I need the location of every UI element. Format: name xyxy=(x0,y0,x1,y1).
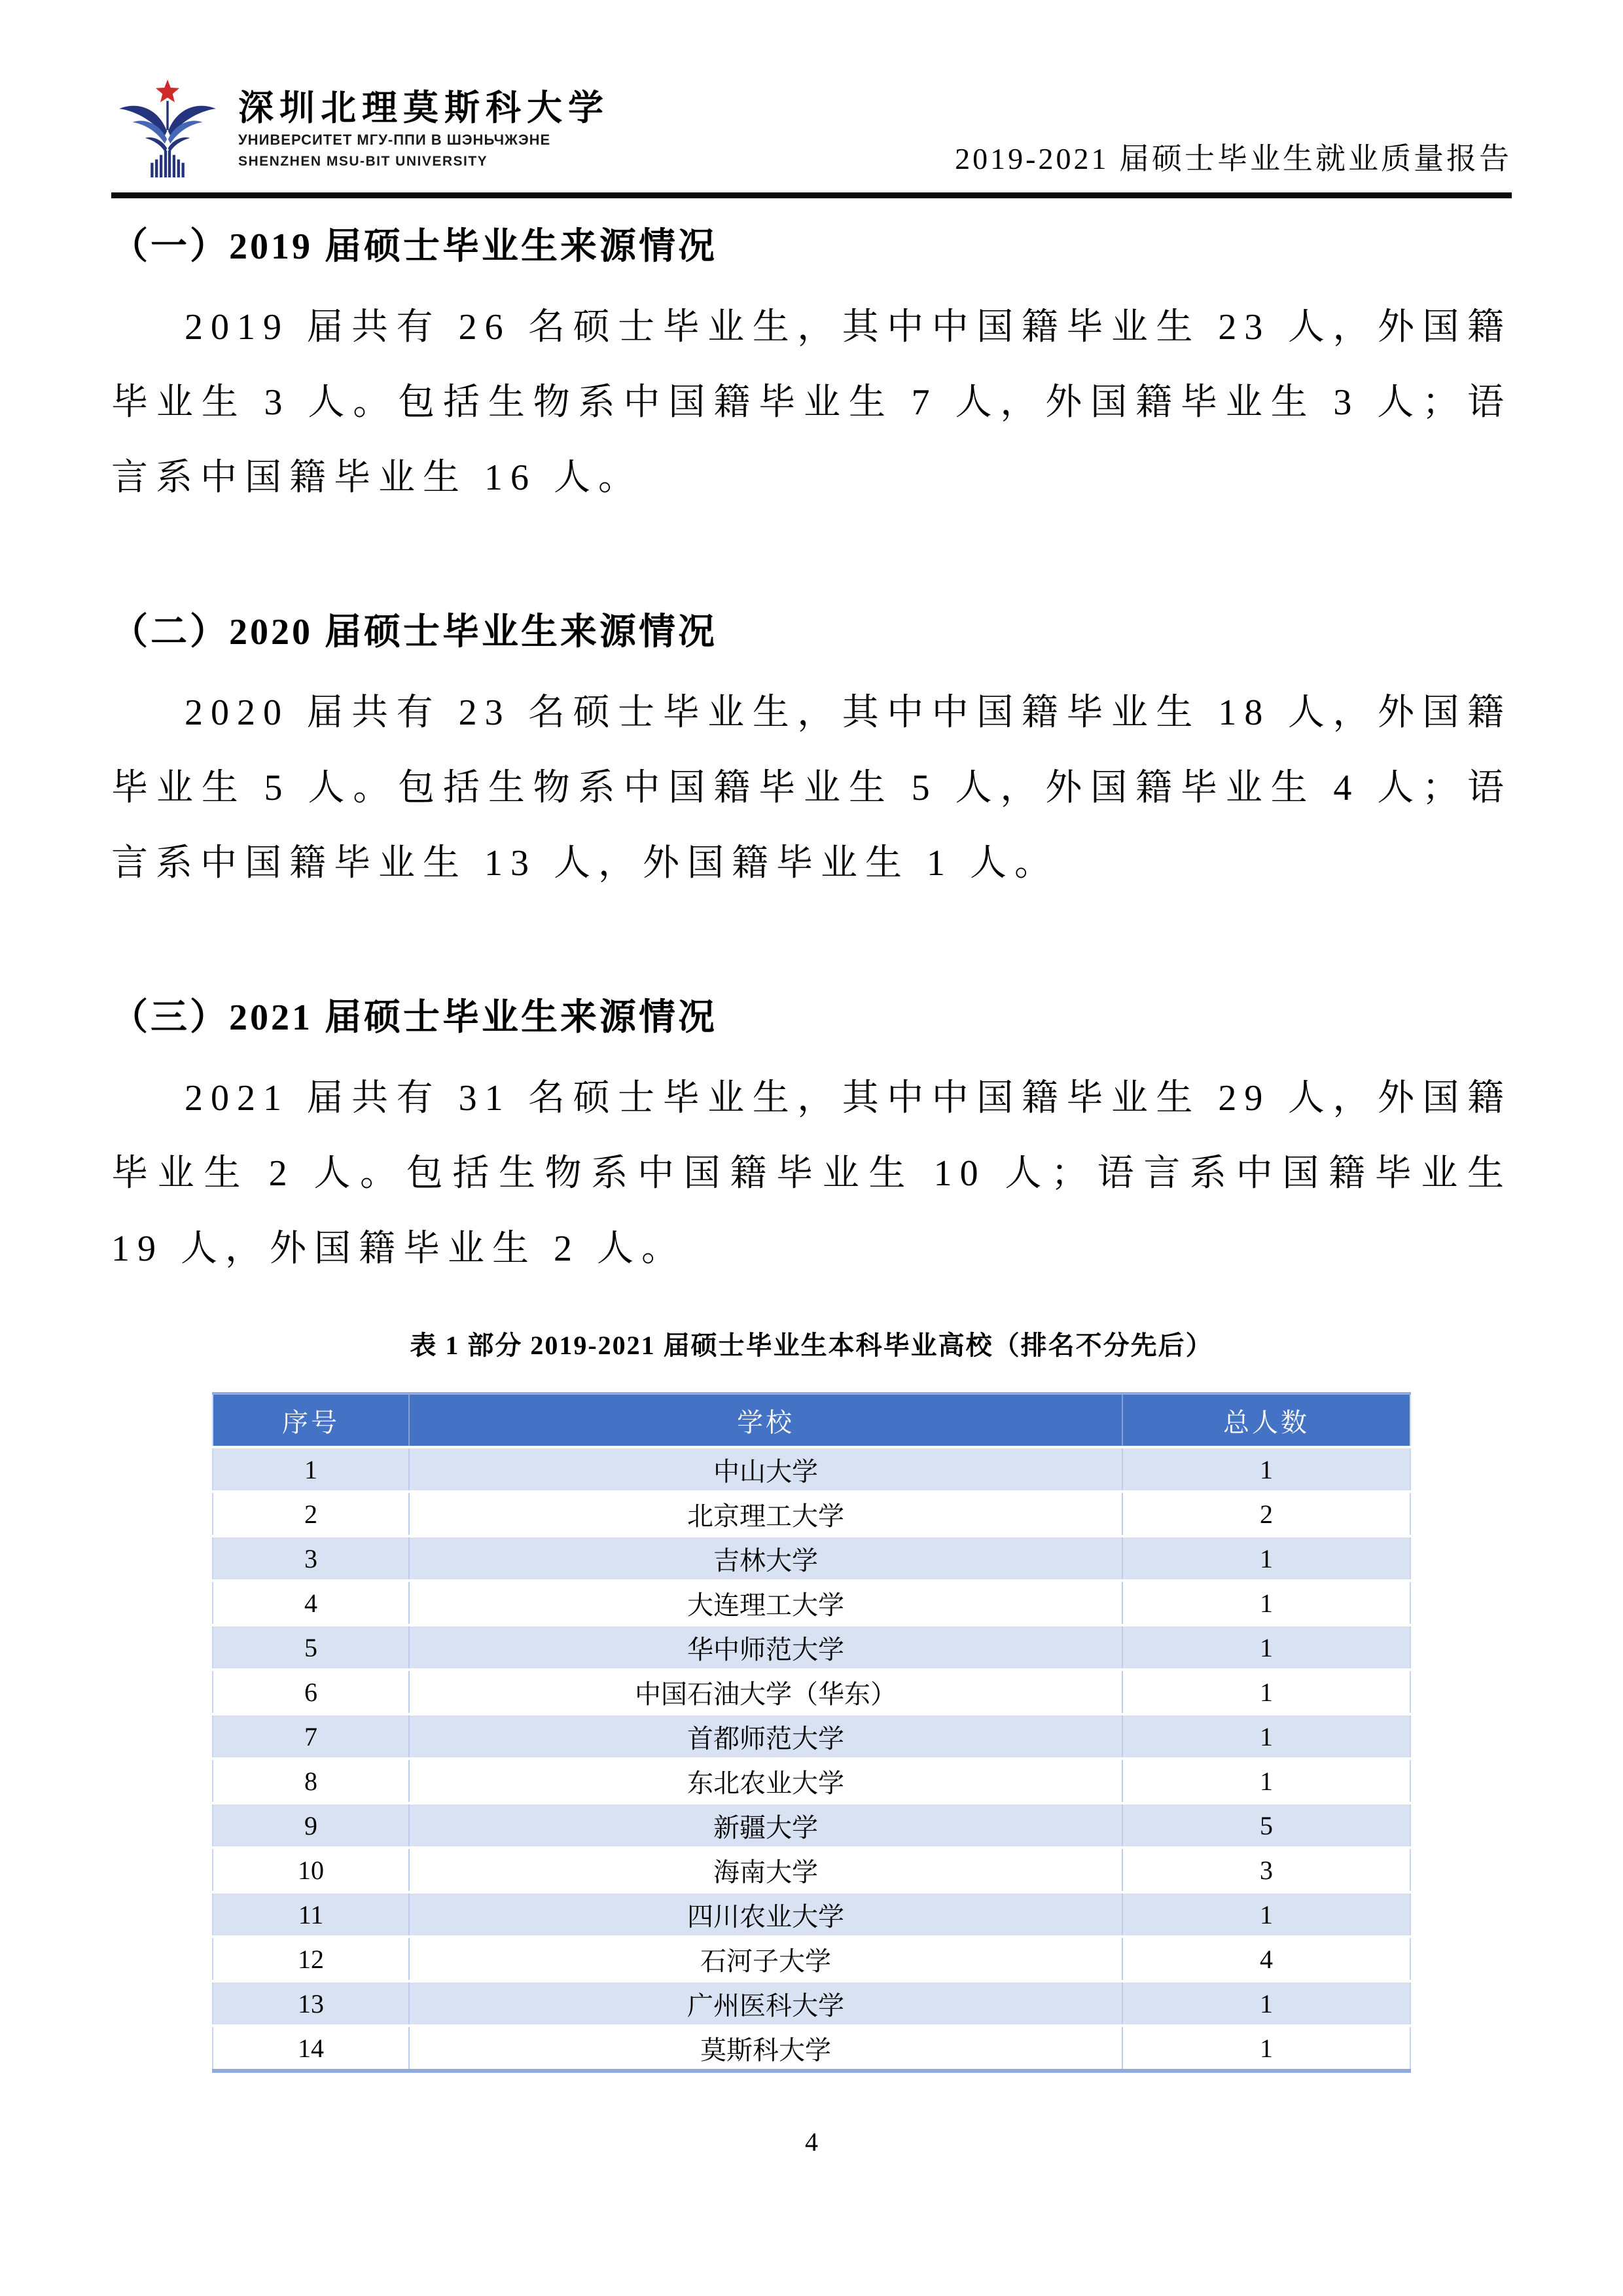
section-paragraph: 2019 届共有 26 名硕士毕业生，其中中国籍毕业生 23 人，外国籍毕业生 3 人。包括生物系中国籍毕业生 7 人，外国籍毕业生 3 人；语言系中国籍毕业生 16 人。 xyxy=(111,307,1512,498)
cell-total: 1 xyxy=(1122,1625,1410,1670)
section-heading: （三）2021 届硕士毕业生来源情况 xyxy=(111,997,717,1038)
table-row xyxy=(213,1447,1410,1492)
university-name-en: SHENZHEN MSU-BIT UNIVERSITY xyxy=(238,154,488,170)
table-row xyxy=(213,1581,1410,1625)
cell-index: 3 xyxy=(213,1536,409,1581)
cell-school: 石河子大学 xyxy=(409,1937,1122,1981)
page-footer xyxy=(0,2126,1623,2157)
cell-index: 10 xyxy=(213,1848,409,1892)
cell-index: 9 xyxy=(213,1803,409,1848)
table-caption: 表 1 部分 2019-2021 届硕士毕业生本科毕业高校（排名不分先后） xyxy=(410,1331,1213,1360)
section-paragraph: 2020 届共有 23 名硕士毕业生，其中中国籍毕业生 18 人，外国籍毕业生 5 人。包括生物系中国籍毕业生 5 人，外国籍毕业生 4 人；语言系中国籍毕业生 13 人，外国籍毕业生 1 人。 xyxy=(111,692,1512,884)
cell-index: 4 xyxy=(213,1581,409,1625)
document-body xyxy=(111,221,1512,2073)
graduates-universities-table xyxy=(212,1392,1411,2073)
cell-index: 14 xyxy=(213,2026,409,2071)
cell-total: 1 xyxy=(1122,1581,1410,1625)
cell-school: 首都师范大学 xyxy=(409,1714,1122,1759)
cell-school: 东北农业大学 xyxy=(409,1759,1122,1803)
page-number: 4 xyxy=(805,2127,818,2157)
cell-school: 海南大学 xyxy=(409,1848,1122,1892)
table-rows xyxy=(213,1447,1410,2071)
table-header xyxy=(213,1393,1410,1447)
section-heading: （二）2020 届硕士毕业生来源情况 xyxy=(111,612,717,653)
table-row xyxy=(213,1714,1410,1759)
report-title: 2019-2021 届硕士毕业生就业质量报告 xyxy=(955,142,1512,175)
cell-index: 5 xyxy=(213,1625,409,1670)
column-header-school: 学校 xyxy=(409,1393,1122,1447)
cell-school: 吉林大学 xyxy=(409,1536,1122,1581)
cell-index: 13 xyxy=(213,1981,409,2026)
section-2020-graduates xyxy=(111,606,1512,901)
cell-total: 1 xyxy=(1122,1892,1410,1937)
table-row xyxy=(213,1670,1410,1714)
page-header xyxy=(111,0,1512,198)
table-row xyxy=(213,1848,1410,1892)
cell-school: 新疆大学 xyxy=(409,1803,1122,1848)
table-header-row xyxy=(213,1393,1410,1447)
cell-school: 华中师范大学 xyxy=(409,1625,1122,1670)
cell-total: 1 xyxy=(1122,1447,1410,1492)
university-name-ru: УНИВЕРСИТЕТ МГУ-ППИ В ШЭНЬЧЖЭНЕ xyxy=(238,132,551,149)
university-emblem-icon xyxy=(111,77,224,190)
cell-school: 莫斯科大学 xyxy=(409,2026,1122,2071)
cell-total: 1 xyxy=(1122,1714,1410,1759)
table-row xyxy=(213,1625,1410,1670)
cell-school: 四川农业大学 xyxy=(409,1892,1122,1937)
table-row xyxy=(213,1937,1410,1981)
table-row xyxy=(213,1981,1410,2026)
cell-school: 中山大学 xyxy=(409,1447,1122,1492)
section-paragraph: 2021 届共有 31 名硕士毕业生，其中中国籍毕业生 29 人，外国籍毕业生 2 人。包括生物系中国籍毕业生 10 人；语言系中国籍毕业生 19 人，外国籍毕业生 2 人。 xyxy=(111,1078,1512,1269)
cell-total: 5 xyxy=(1122,1803,1410,1848)
section-2021-graduates xyxy=(111,992,1512,1287)
university-name-cn: 深圳北理莫斯科大学 xyxy=(238,88,609,128)
cell-total: 4 xyxy=(1122,1937,1410,1981)
cell-index: 8 xyxy=(213,1759,409,1803)
cell-total: 3 xyxy=(1122,1848,1410,1892)
cell-index: 1 xyxy=(213,1447,409,1492)
table-row xyxy=(213,1492,1410,1536)
cell-school: 中国石油大学（华东） xyxy=(409,1670,1122,1714)
university-logo xyxy=(111,77,609,190)
column-header-total: 总人数 xyxy=(1122,1393,1410,1447)
cell-total: 1 xyxy=(1122,2026,1410,2071)
table-row xyxy=(213,2026,1410,2071)
cell-index: 12 xyxy=(213,1937,409,1981)
table-row xyxy=(213,1759,1410,1803)
cell-index: 7 xyxy=(213,1714,409,1759)
cell-school: 广州医科大学 xyxy=(409,1981,1122,2026)
cell-school: 大连理工大学 xyxy=(409,1581,1122,1625)
cell-index: 2 xyxy=(213,1492,409,1536)
star-icon xyxy=(156,79,179,102)
table-row xyxy=(213,1536,1410,1581)
cell-total: 1 xyxy=(1122,1759,1410,1803)
cell-total: 1 xyxy=(1122,1536,1410,1581)
cell-index: 11 xyxy=(213,1892,409,1937)
table-row xyxy=(213,1803,1410,1848)
cell-index: 6 xyxy=(213,1670,409,1714)
cell-total: 1 xyxy=(1122,1670,1410,1714)
section-heading: （一）2019 届硕士毕业生来源情况 xyxy=(111,226,717,267)
cell-total: 1 xyxy=(1122,1981,1410,2026)
cell-total: 2 xyxy=(1122,1492,1410,1536)
section-2019-graduates xyxy=(111,221,1512,516)
table-row xyxy=(213,1892,1410,1937)
cell-school: 北京理工大学 xyxy=(409,1492,1122,1536)
column-header-index: 序号 xyxy=(213,1393,409,1447)
university-logo-text xyxy=(238,90,609,178)
